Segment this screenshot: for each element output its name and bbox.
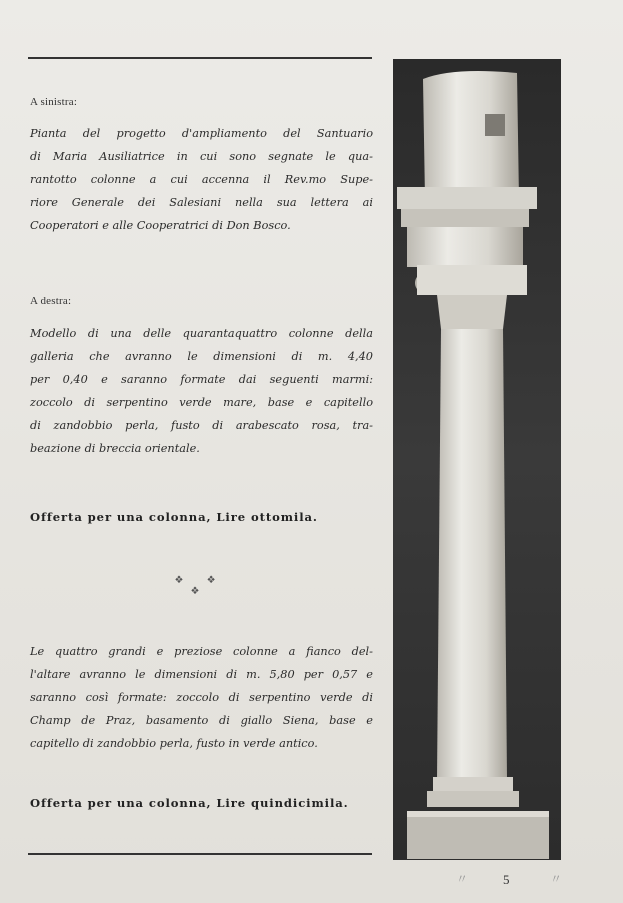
text-line: rantotto colonne a cui accenna il Rev.mo Supe- (30, 173, 373, 186)
text-line: Cooperatori e alle Cooperatrici di Don Bosco. (30, 219, 291, 232)
text-line: di Maria Ausiliatrice in cui sono segnate le qua- (30, 150, 373, 163)
text-line: per 0,40 e saranno formate dai seguenti marmi: (30, 373, 373, 386)
text-line: Le quattro grandi e preziose colonne a fianco del- (30, 645, 373, 658)
altar-columns-text (30, 640, 373, 755)
page-margin-mark: 〃 (550, 872, 563, 886)
section-ornament: ❖ ❖ ❖ (174, 575, 226, 597)
offer-fifteen-thousand: Offerta per una colonna, Lire quindicimila. (30, 796, 349, 810)
offer-eight-thousand: Offerta per una colonna, Lire ottomila. (30, 510, 318, 524)
bottom-rule (28, 853, 372, 855)
column-photograph (393, 59, 561, 860)
right-caption-text (30, 322, 373, 460)
marble-column-illustration (393, 59, 561, 860)
text-line: beazione di breccia orientale. (30, 442, 200, 455)
text-line: di zandobbio perla, fusto di arabescato rosa, tra- (30, 419, 373, 432)
text-line: Modello di una delle quarantaquattro colonne della (30, 327, 373, 340)
page-number: 5 (503, 872, 510, 887)
text-line: Pianta del progetto d'ampliamento del Santuario (30, 127, 373, 140)
left-caption-label: A sinistra: (30, 96, 78, 108)
text-line: saranno così formate: zoccolo di serpentino verde di (30, 691, 373, 704)
text-line: galleria che avranno le dimensioni di m. 4,40 (30, 350, 373, 363)
right-caption-label: A destra: (30, 295, 72, 307)
text-line: zoccolo di serpentino verde mare, base e capitello (30, 396, 373, 409)
top-rule (28, 57, 372, 59)
left-caption-text (30, 122, 373, 237)
text-line: Champ de Praz, basamento di giallo Siena, base e (30, 714, 373, 727)
text-line: riore Generale dei Salesiani nella sua lettera ai (30, 196, 373, 209)
text-line: l'altare avranno le dimensioni di m. 5,80 per 0,57 e (30, 668, 373, 681)
text-line: capitello di zandobbio perla, fusto in verde antico. (30, 737, 318, 750)
page-margin-mark: 〃 (456, 872, 469, 886)
